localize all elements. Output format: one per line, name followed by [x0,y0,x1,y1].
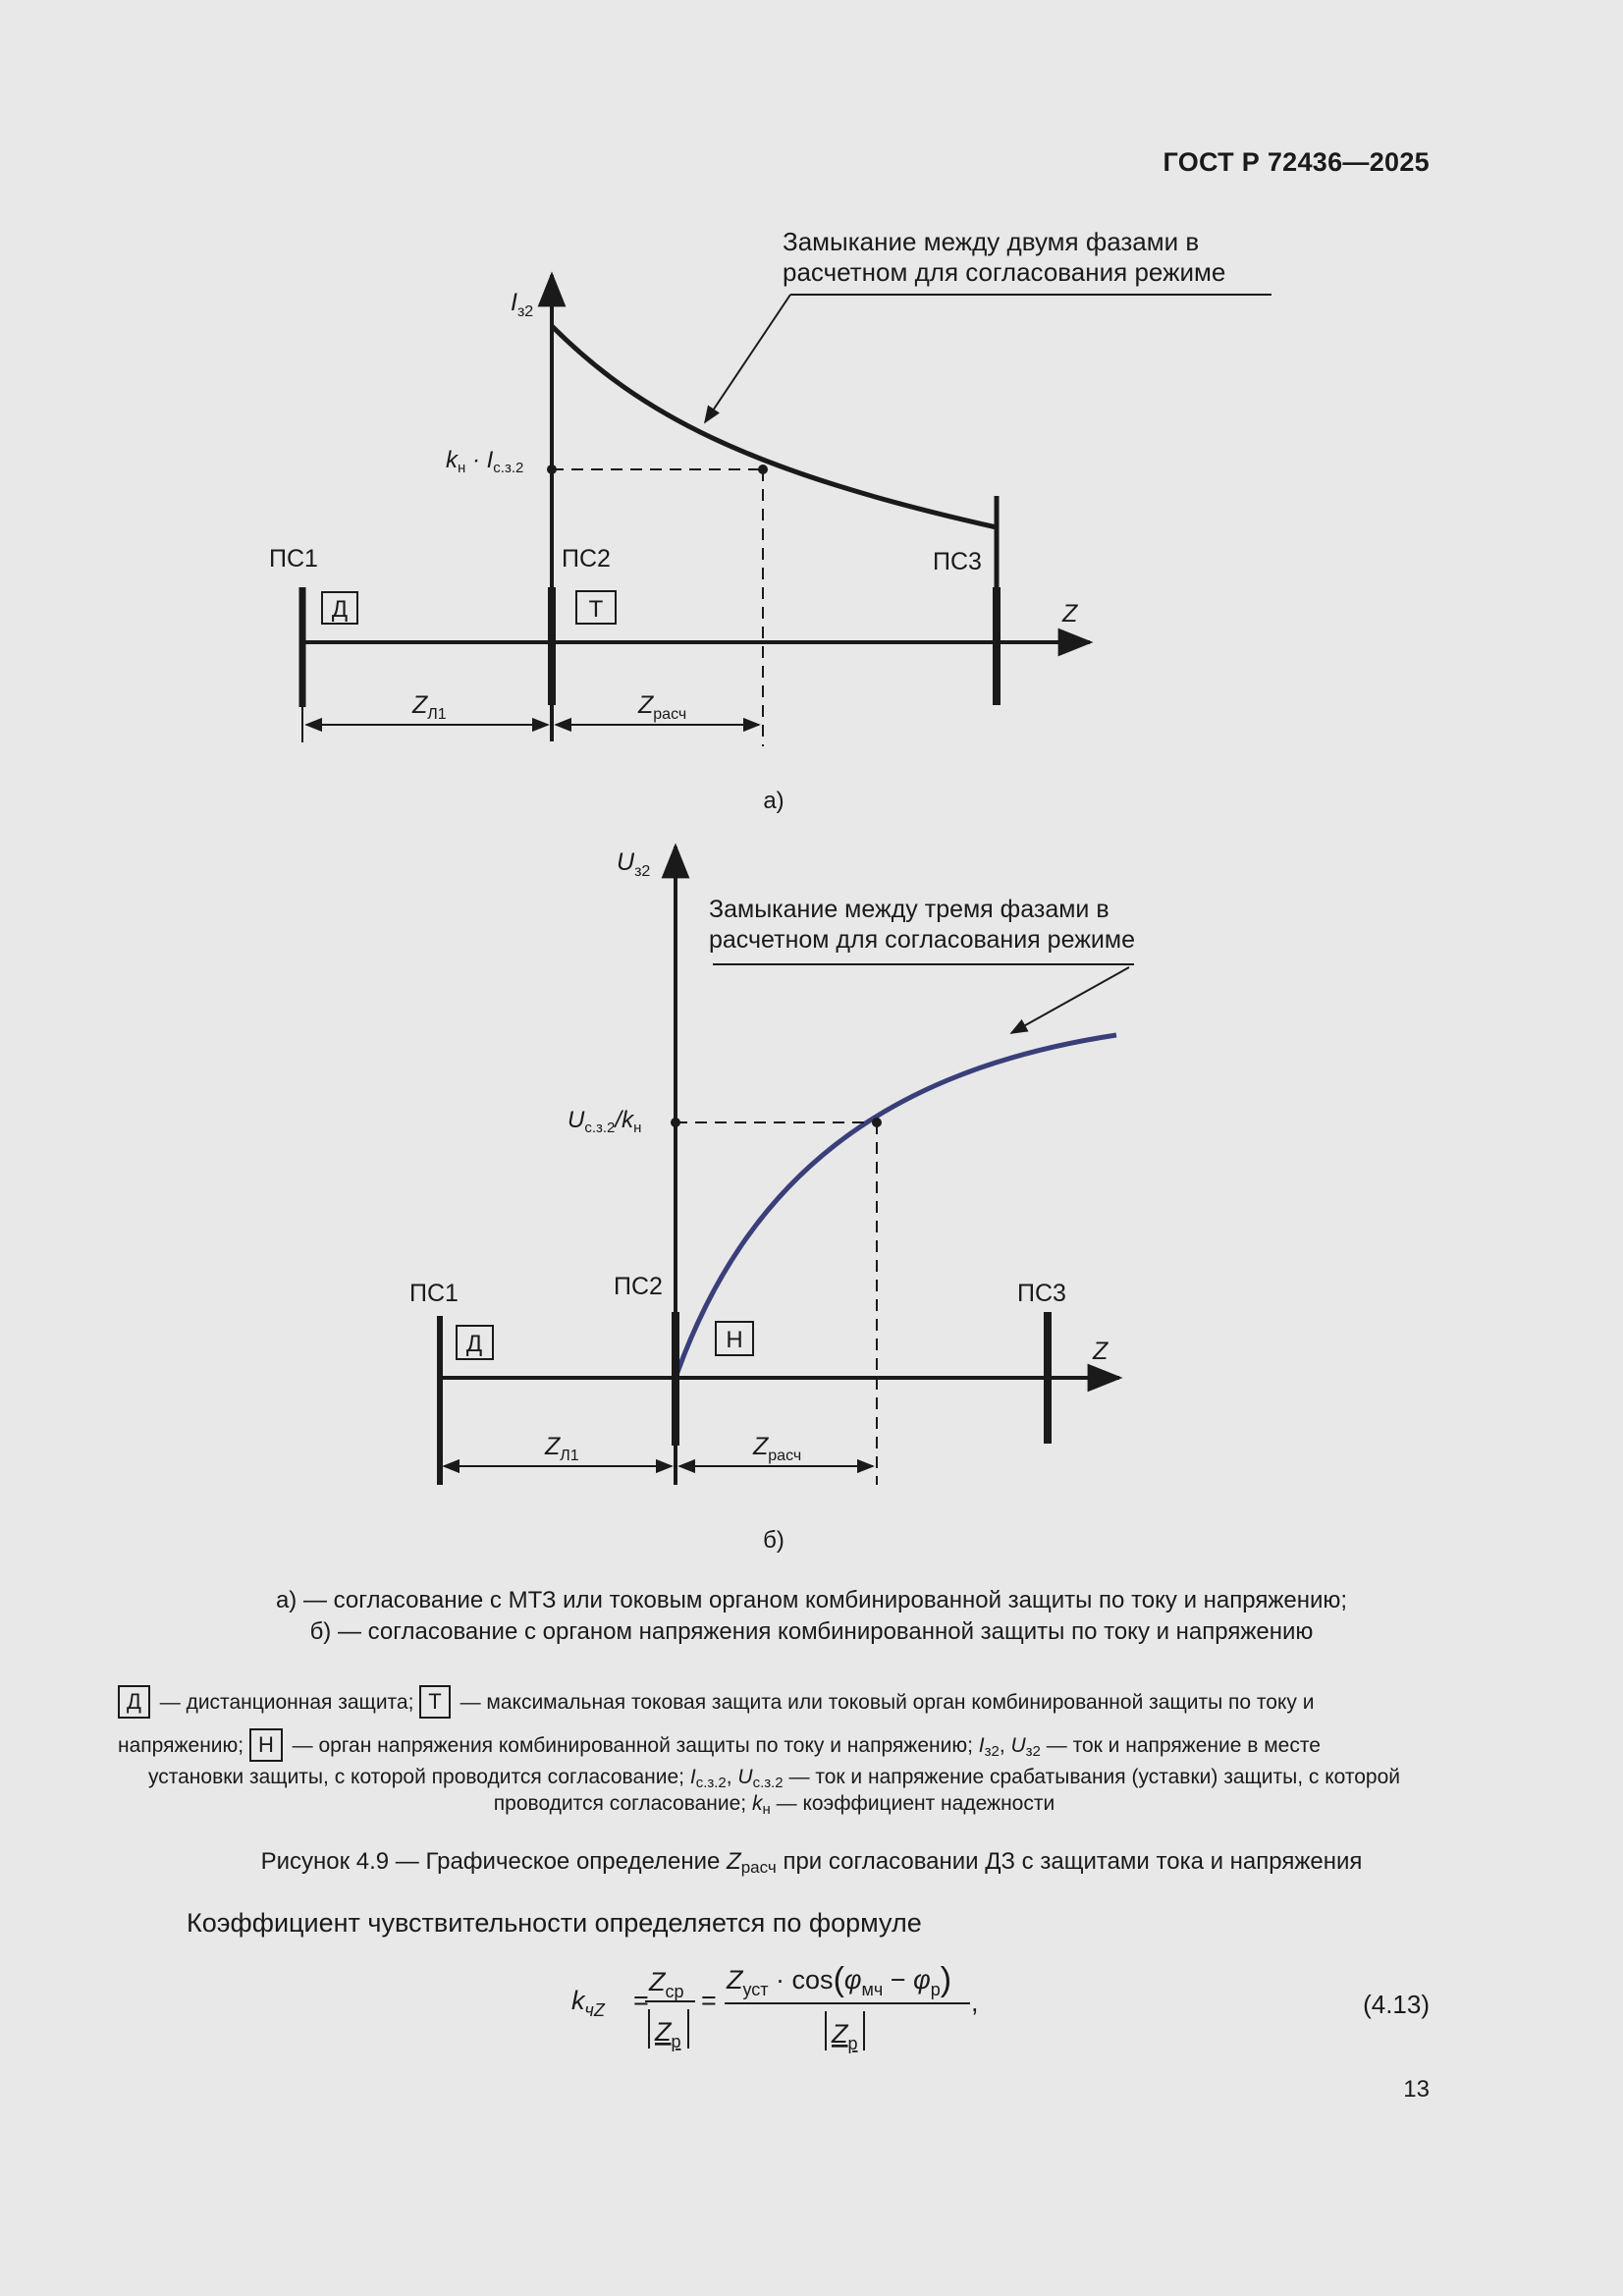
fig-b-z-label: Z [1093,1338,1109,1365]
fig-a-annotation-line2: расчетном для согласования режиме [783,257,1226,287]
fig-b-ps1-label: ПС1 [409,1280,459,1307]
fig-b-dim-zl1-label: $Z_{Л1}$ [545,1433,579,1464]
legend-I2-sub: с.з.2 [695,1775,727,1791]
fig-b-annotation-line2: расчетном для согласования режиме [709,926,1135,954]
fig-b-ps2-label: ПС2 [614,1273,663,1300]
legend-I: I [978,1734,985,1757]
legend-line3b: — ток и напряжение срабатывания (уставки) защиты, с которой [783,1766,1401,1788]
legend-U-sub: з2 [1025,1743,1041,1760]
legend-comma: , [999,1734,1011,1757]
fig-a-box-d-label: Д [331,596,349,623]
legend-I-sub: з2 [984,1743,1000,1760]
legend-text-d: — дистанционная защита; [153,1691,420,1714]
legend-box-n: Н [249,1728,283,1762]
fig-b-dim-zrasch-label: $Z_{расч}$ [753,1433,802,1464]
fig-a-dim-zl1-label: $Z_{Л1}$ [412,691,447,723]
fig-b-box-d-label: Д [465,1331,483,1357]
fig-a-label: а) [763,788,784,814]
legend-U2: U [737,1766,753,1788]
fig-a-dim-zrasch-label: $Z_{расч}$ [638,691,687,723]
fig-b-ps3-label: ПС3 [1017,1280,1066,1307]
caption-b: б) — согласование с органом напряжения комбинированной защиты по току и напряжению [309,1618,1314,1645]
legend-U2-sub: с.з.2 [752,1775,784,1791]
fig-a-ps3-label: ПС3 [933,548,982,575]
figure-caption-z: Z [727,1848,741,1875]
legend-I2: I [689,1766,696,1788]
fig-b-annotation-line1: Замыкание между тремя фазами в [709,896,1109,923]
legend-line4a: проводится согласование; [493,1792,752,1815]
legend-line3a: установки защиты, с которой проводится согласование; [147,1766,690,1788]
formula-eq2: = [701,1986,717,2015]
equation-number: (4.13) [1363,1990,1430,2019]
legend-k: k [751,1792,763,1815]
fig-a-z-label: Z [1062,600,1078,628]
legend-line4b: — коэффициент надежности [770,1792,1055,1815]
formula-num2: $Z_{уст} \cdot \cos(\varphi_{мч} - \varphi_р)$ [727,1961,952,1999]
formula-den2: $Z_р$ [832,2019,858,2053]
fig-a-annotation-line1: Замыкание между двумя фазами в [783,227,1200,256]
formula-tail: , [971,1988,979,2017]
legend-text-iu: — ток и напряжение в месте [1040,1734,1321,1757]
caption-a: а) — согласование с МТЗ или токовым органом комбинированной защиты по току и напряжению; [275,1587,1348,1613]
figure-caption-z-sub: расч [740,1858,777,1877]
legend-box-t: Т [419,1685,450,1719]
fig-a-level-label: $k_н \cdot I_{с.з.2}$ [446,447,524,476]
document-number: ГОСТ Р 72436—2025 [1163,147,1430,177]
legend-text-t2: напряжению; [118,1734,249,1757]
legend-text-n: — орган напряжения комбинированной защиты по току и напряжению; [286,1734,979,1757]
fig-b-box-n-label: Н [726,1327,743,1353]
legend-k-sub: н [762,1801,771,1818]
formula-lhs: $k_{чZ}$ [571,1986,605,2020]
legend-box-d: Д [118,1685,150,1719]
fig-b-y-axis-label: $U_{з2}$ [617,848,651,880]
fig-b-level-label: $U_{с.з.2}/k_н$ [568,1107,642,1136]
body-paragraph: Коэффициент чувствительности определяется по формуле [187,1908,922,1938]
page-number: 13 [1403,2076,1430,2103]
formula-eq1: = [633,1986,649,2015]
fig-a-y-axis-label: $I_{з2}$ [511,289,534,320]
legend-comma2: , [726,1766,738,1788]
fig-b-label: б) [763,1527,784,1554]
fig-a-box-t-label: Т [588,596,604,623]
formula-num1: $Z_{ср}$ [649,1967,684,2001]
fig-a-ps1-label: ПС1 [269,545,318,573]
figure-caption-before: Рисунок 4.9 — Графическое определение [260,1848,728,1875]
fig-a-ps2-label: ПС2 [562,545,611,573]
figure-caption-after: при согласовании ДЗ с защитами тока и напряжения [776,1848,1363,1875]
formula-den1: $Z_р$ [655,2017,681,2051]
legend-text-t: — максимальная токовая защита или токовый орган комбинированной защиты по току и [454,1691,1315,1714]
legend-U: U [1010,1734,1026,1757]
